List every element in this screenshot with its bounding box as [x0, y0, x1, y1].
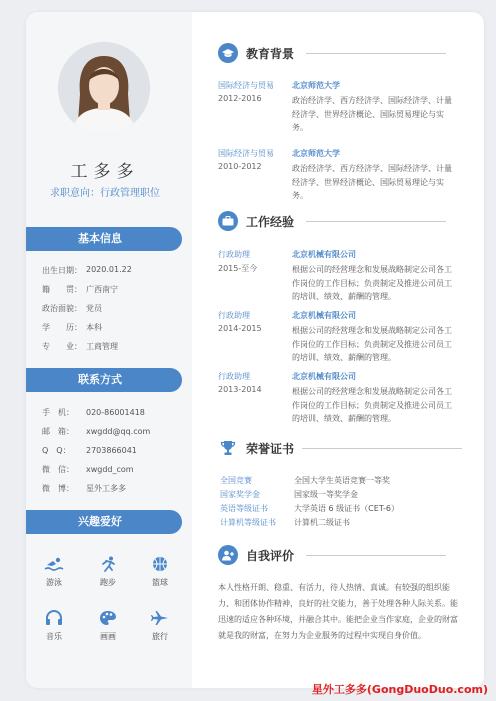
entry-role: 行政助理	[218, 311, 250, 320]
divider	[306, 53, 446, 54]
contact-value: 2703866041	[86, 446, 137, 455]
info-row-major	[42, 341, 118, 352]
headphones-icon	[44, 610, 64, 626]
work-entry	[218, 310, 458, 368]
info-row-native	[42, 284, 118, 295]
entry-major: 国际经济与贸易	[218, 149, 274, 158]
honor-detail: 计算机二级证书	[294, 518, 350, 527]
honor-category: 国家奖学金	[220, 490, 260, 499]
resume-card	[26, 12, 484, 688]
education-entry	[218, 148, 458, 214]
honor-row	[220, 517, 350, 528]
trophy-icon	[218, 438, 238, 458]
airplane-icon	[150, 610, 170, 626]
work-entry	[218, 249, 458, 307]
honor-row	[220, 503, 399, 514]
entry-role: 行政助理	[218, 372, 250, 381]
info-row-education	[42, 322, 102, 333]
contact-wechat	[42, 464, 134, 475]
run-icon	[98, 556, 118, 572]
hobby-basketball	[140, 556, 180, 588]
entry-major: 国际经济与贸易	[218, 81, 274, 90]
section-title: 工作经验	[246, 214, 295, 229]
entry-date: 2014-2015	[218, 324, 262, 333]
swim-icon	[44, 556, 64, 572]
entry-date: 2015-至今	[218, 264, 258, 273]
job-intent: 求职意向：行政管理职位	[50, 188, 160, 199]
entry-school: 北京师范大学	[292, 81, 340, 90]
honor-row	[220, 475, 390, 486]
entry-description: 政治经济学、西方经济学、国际经济学、计量经济学、世界经济概论、国际贸易理论与实务。	[292, 164, 452, 200]
user-plus-icon	[218, 545, 238, 565]
education-heading	[218, 43, 446, 63]
honor-detail: 全国大学生英语竞赛一等奖	[294, 476, 390, 485]
basketball-icon	[150, 556, 170, 572]
hobby-label: 篮球	[152, 578, 168, 587]
hobby-label: 旅行	[152, 632, 168, 641]
honor-detail: 国家级一等奖学金	[294, 490, 358, 499]
contact-value: xwgdd@qq.com	[86, 427, 151, 436]
contact-value: xwgdd_com	[86, 465, 134, 474]
avatar	[58, 42, 150, 134]
contact-key: 微 信：	[42, 465, 74, 474]
contact-value: 星外工多多	[86, 484, 126, 493]
contact-heading: 联系方式	[26, 368, 182, 392]
honor-detail: 大学英语 6 级证书（CET-6）	[294, 504, 399, 513]
watermark: 星外工多多(GongDuoDuo.com)	[311, 683, 488, 696]
divider	[306, 221, 446, 222]
entry-date: 2013-2014	[218, 385, 262, 394]
entry-company: 北京机械有限公司	[292, 250, 356, 259]
honor-row	[220, 489, 358, 500]
info-row-political	[42, 303, 102, 314]
info-key: 专 业：	[42, 342, 82, 351]
briefcase-icon	[218, 211, 238, 231]
info-value: 本科	[86, 323, 102, 332]
hobby-swim	[34, 556, 74, 588]
contact-weibo	[42, 483, 126, 494]
contact-key: 手 机：	[42, 408, 74, 417]
hobby-label: 画画	[100, 632, 116, 641]
entry-description: 根据公司的经营理念和发展战略制定公司各工作岗位的工作目标；负责制定及推进公司员工的培训、绩效、薪酬的管理。	[292, 265, 452, 301]
info-key: 政治面貌：	[42, 304, 82, 313]
self-evaluation-text: 本人性格开朗、稳重、有活力，待人热情、真诚。有较强的组织能力、和团体协作精神，良好的社交能力，善于处理各种人际关系。能迅速的适应各种环境，并融合其中。能把企业当作家庭，企业的财富就是我的财富，在努力为企业服务的过程中实现自身价值。	[218, 583, 458, 640]
entry-description: 政治经济学、西方经济学、国际经济学、计量经济学、世界经济概论、国际贸易理论与实务。	[292, 96, 452, 132]
info-key: 出生日期：	[42, 266, 82, 275]
honor-category: 英语等级证书	[220, 504, 268, 513]
hobby-label: 音乐	[46, 632, 62, 641]
contact-key: 微 博：	[42, 484, 74, 493]
hobby-painting	[88, 610, 128, 642]
contact-email	[42, 426, 150, 437]
section-title: 教育背景	[246, 46, 295, 61]
entry-school: 北京师范大学	[292, 149, 340, 158]
contact-value: 020-86001418	[86, 408, 145, 417]
entry-role: 行政助理	[218, 250, 250, 259]
divider	[302, 448, 462, 449]
section-title: 荣誉证书	[246, 441, 295, 456]
info-value: 广西南宁	[86, 285, 118, 294]
basic-info-heading: 基本信息	[26, 227, 182, 251]
section-title: 自我评价	[246, 548, 295, 563]
honor-category: 全国竞赛	[220, 476, 252, 485]
hobby-run	[88, 556, 128, 588]
entry-company: 北京机械有限公司	[292, 372, 356, 381]
entry-company: 北京机械有限公司	[292, 311, 356, 320]
info-row-birth	[42, 265, 132, 276]
entry-date: 2012-2016	[218, 94, 262, 103]
evaluation-heading	[218, 545, 446, 565]
palette-icon	[98, 610, 118, 626]
info-value: 工商管理	[86, 342, 118, 351]
graduation-cap-icon	[218, 43, 238, 63]
work-entry	[218, 371, 458, 429]
hobby-label: 跑步	[100, 578, 116, 587]
hobby-heading: 兴趣爱好	[26, 510, 182, 534]
honors-heading	[218, 438, 462, 458]
contact-phone	[42, 407, 145, 418]
entry-description: 根据公司的经营理念和发展战略制定公司各工作岗位的工作目标；负责制定及推进公司员工的培训、绩效、薪酬的管理。	[292, 387, 452, 423]
contact-key: 邮 箱：	[42, 427, 74, 436]
honor-category: 计算机等级证书	[220, 518, 276, 527]
info-key: 学 历：	[42, 323, 82, 332]
info-value: 2020.01.22	[86, 265, 132, 274]
info-value: 党员	[86, 304, 102, 313]
contact-key: Q Q：	[42, 446, 71, 455]
hobby-travel	[140, 610, 180, 642]
hobby-music	[34, 610, 74, 642]
hobby-label: 游泳	[46, 578, 62, 587]
candidate-name: 工多多	[70, 162, 140, 182]
divider	[306, 555, 446, 556]
education-entry	[218, 80, 458, 146]
info-key: 籍 贯：	[42, 285, 82, 294]
entry-description: 根据公司的经营理念和发展战略制定公司各工作岗位的工作目标；负责制定及推进公司员工的培训、绩效、薪酬的管理。	[292, 326, 452, 362]
entry-date: 2010-2012	[218, 162, 262, 171]
contact-qq	[42, 445, 137, 456]
work-heading	[218, 211, 446, 231]
